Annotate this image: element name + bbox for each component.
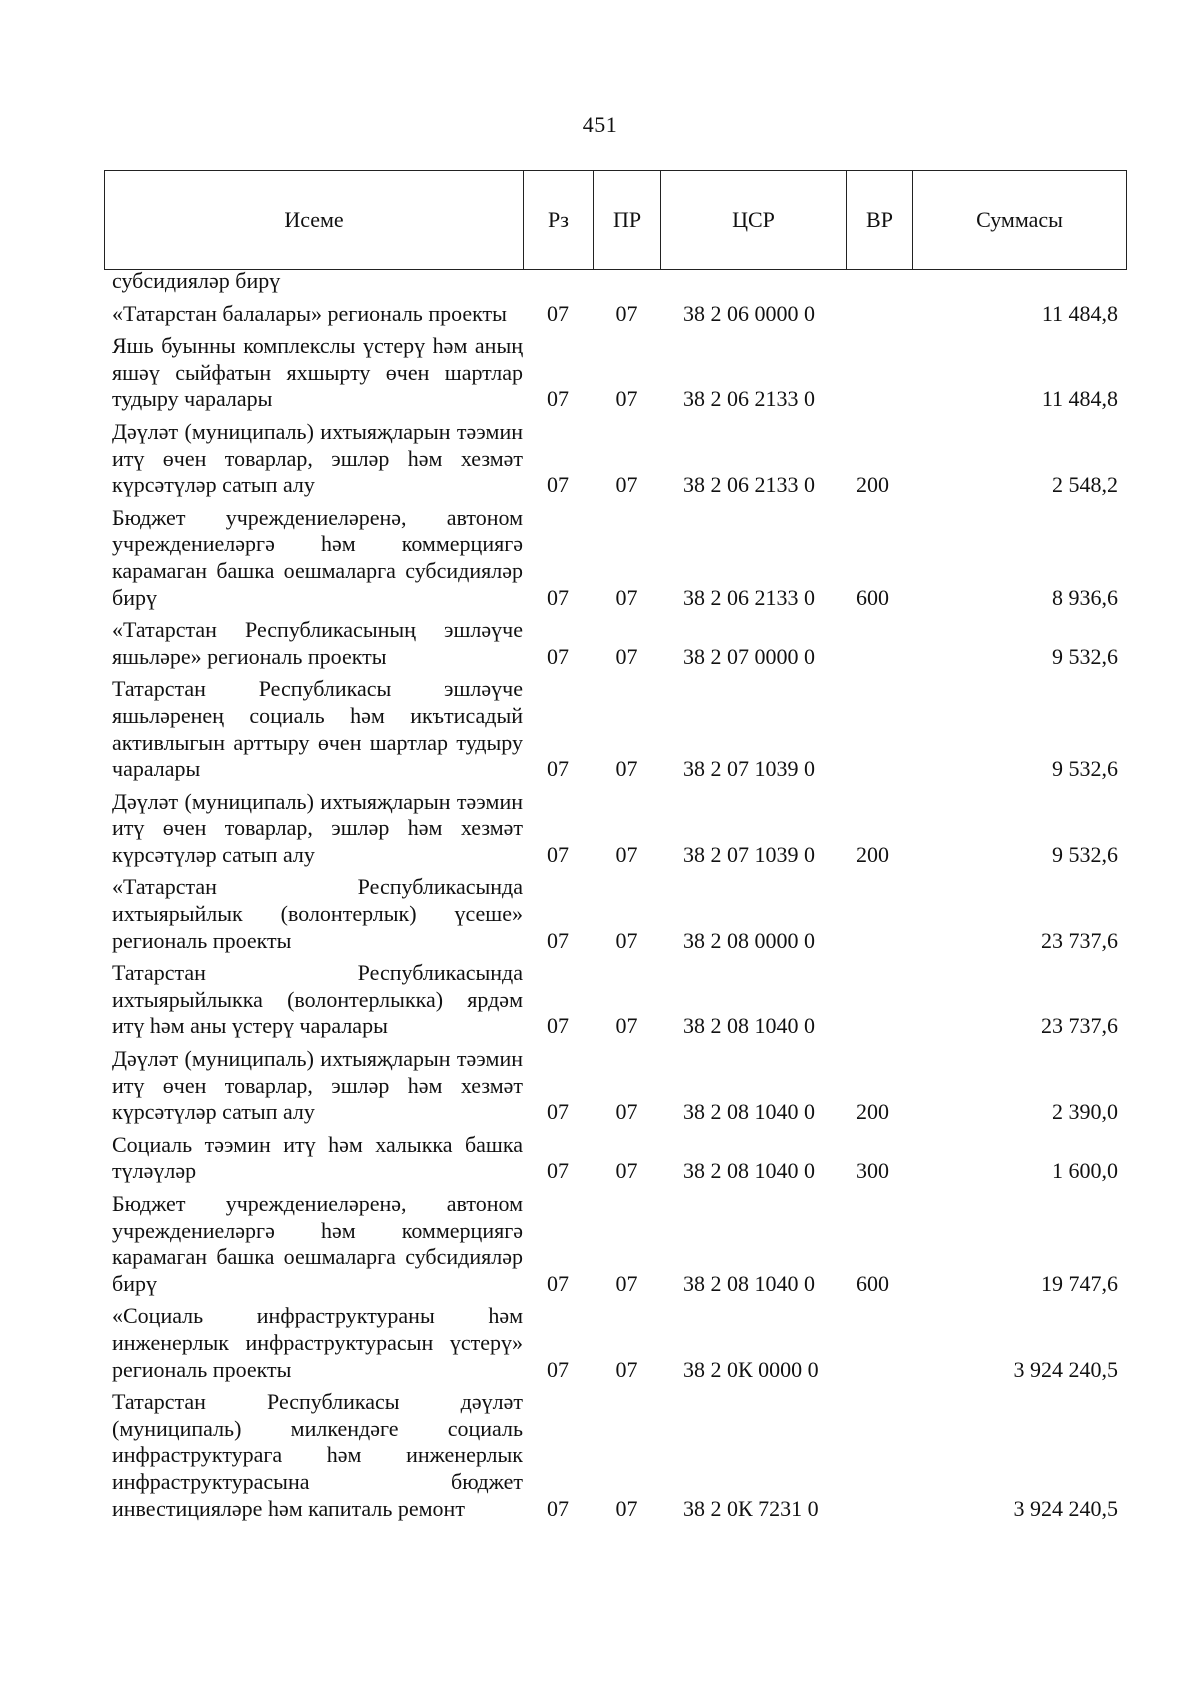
- table-row: [104, 1389, 1126, 1522]
- row-rz: 07: [547, 927, 569, 953]
- row-rz: 07: [547, 300, 569, 326]
- row-sum: 3 924 240,5: [1013, 1495, 1118, 1521]
- row-sum: 2 548,2: [1052, 472, 1118, 498]
- row-pr: 07: [615, 1495, 638, 1521]
- row-rz: 07: [547, 1270, 569, 1296]
- table-row: [104, 333, 1126, 413]
- row-rz: 07: [547, 643, 569, 669]
- row-csr: 38 2 07 0000 0: [683, 643, 815, 669]
- row-csr: 38 2 08 1040 0: [683, 1158, 815, 1184]
- row-name: Дәүләт (муниципаль) ихтыяҗларын тәэмин итү өчен товарлар, эшләр һәм хезмәт күрсәтүләр сатып алу: [112, 418, 523, 498]
- row-rz: 07: [547, 1158, 569, 1184]
- row-pr: 07: [615, 927, 638, 953]
- row-csr: 38 2 06 2133 0: [683, 584, 815, 610]
- header-sum: Суммасы: [913, 171, 1127, 270]
- table-row: [104, 1046, 1126, 1126]
- row-sum: 8 936,6: [1052, 584, 1118, 610]
- row-sum: 19 747,6: [1041, 1270, 1118, 1296]
- row-csr: 38 2 08 1040 0: [683, 1099, 815, 1125]
- row-rz: 07: [547, 386, 569, 412]
- table-row: [104, 1303, 1126, 1383]
- row-sum: 9 532,6: [1052, 841, 1118, 867]
- row-name: «Социаль инфраструктураны һәм инженерлык инфраструктурасын үстерү» региональ проекты: [112, 1303, 523, 1382]
- table-row: [104, 676, 1126, 782]
- row-csr: 38 2 0К 0000 0: [683, 1356, 819, 1382]
- row-pr: 07: [615, 841, 638, 867]
- row-name: «Татарстан Республикасының эшләүче яшьләре» региональ проекты: [112, 617, 523, 669]
- row-rz: 07: [547, 472, 569, 498]
- table-row: [104, 301, 1126, 328]
- row-pr: 07: [615, 1356, 638, 1382]
- row-rz: 07: [547, 756, 569, 782]
- row-name: субсидияләр бирү: [112, 268, 281, 293]
- header-pr: ПР: [594, 171, 661, 270]
- row-rz: 07: [547, 841, 569, 867]
- row-csr: 38 2 08 1040 0: [683, 1270, 815, 1296]
- row-pr: 07: [615, 1270, 638, 1296]
- table-row: [104, 874, 1126, 954]
- row-name: Дәүләт (муниципаль) ихтыяҗларын тәэмин итү өчен товарлар, эшләр һәм хезмәт күрсәтүләр сатып алу: [112, 1046, 523, 1125]
- row-csr: 38 2 08 0000 0: [683, 927, 815, 953]
- row-vr: 200: [856, 472, 889, 498]
- row-sum: 23 737,6: [1041, 1013, 1118, 1039]
- header-vr: ВР: [847, 171, 913, 270]
- row-name: Дәүләт (муниципаль) ихтыяҗларын тәэмин итү өчен товарлар, эшләр һәм хезмәт күрсәтүләр сатып алу: [112, 788, 523, 867]
- row-rz: 07: [547, 1356, 569, 1382]
- row-name: Социаль тәэмин итү һәм халыкка башка түләүләр: [112, 1131, 523, 1184]
- row-pr: 07: [615, 386, 638, 412]
- row-pr: 07: [615, 472, 638, 498]
- header-csr: ЦСР: [661, 171, 847, 270]
- row-csr: 38 2 08 1040 0: [683, 1013, 815, 1039]
- header-rz: Рз: [524, 171, 594, 270]
- row-rz: 07: [547, 1013, 569, 1039]
- table-row: [104, 960, 1126, 1040]
- table-row: [104, 505, 1126, 611]
- row-name: Татарстан Республикасы дәүләт (муниципаль) милкендәге социаль инфраструктурага һәм инженерлык инфраструктурасына бюджет инвестицияләре һәм капиталь ремонт: [112, 1389, 523, 1521]
- table-row: [104, 268, 1126, 295]
- row-pr: 07: [615, 300, 638, 326]
- row-csr: 38 2 06 2133 0: [683, 472, 815, 498]
- header-name: Исеме: [105, 171, 524, 270]
- row-name: «Татарстан балалары» региональ проекты: [112, 300, 507, 326]
- row-pr: 07: [615, 1099, 638, 1125]
- row-name: Бюджет учреждениеләренә, автоном учреждениеләргә һәм коммерциягә карамаган башка оешмаларга субсидияләр бирү: [112, 504, 523, 610]
- table-row: [104, 1132, 1126, 1185]
- row-csr: 38 2 06 0000 0: [683, 300, 815, 326]
- row-vr: 300: [856, 1158, 889, 1184]
- row-rz: 07: [547, 1099, 569, 1125]
- table-body: [104, 268, 1126, 1528]
- table-header: [104, 170, 1127, 270]
- row-vr: 600: [856, 1270, 889, 1296]
- row-vr: 200: [856, 1099, 889, 1125]
- row-pr: 07: [615, 584, 638, 610]
- row-pr: 07: [615, 1013, 638, 1039]
- row-csr: 38 2 0К 7231 0: [683, 1495, 819, 1521]
- row-sum: 9 532,6: [1052, 756, 1118, 782]
- row-vr: 600: [856, 584, 889, 610]
- row-sum: 23 737,6: [1041, 927, 1118, 953]
- row-name: Татарстан Республикасы эшләүче яшьләренең социаль һәм икътисадый активлыгын арттыру өчен шартлар тудыру чаралары: [112, 676, 523, 782]
- row-name: Бюджет учреждениеләренә, автоном учреждениеләргә һәм коммерциягә карамаган башка оешмаларга субсидияләр бирү: [112, 1191, 523, 1296]
- table-row: [104, 1191, 1126, 1297]
- row-name: «Татарстан Республикасында ихтыярыйлык (волонтерлык) үсеше» региональ проекты: [112, 874, 523, 953]
- row-sum: 1 600,0: [1052, 1158, 1118, 1184]
- row-pr: 07: [615, 1158, 638, 1184]
- row-rz: 07: [547, 584, 569, 610]
- row-csr: 38 2 07 1039 0: [683, 756, 815, 782]
- page-number: 451: [582, 112, 618, 137]
- row-sum: 2 390,0: [1052, 1099, 1118, 1125]
- row-name: Татарстан Республикасында ихтыярыйлыкка (волонтерлыкка) ярдәм итү һәм аны үстерү чаралары: [112, 960, 523, 1039]
- table-row: [104, 789, 1126, 869]
- row-rz: 07: [547, 1495, 569, 1521]
- row-sum: 3 924 240,5: [1013, 1356, 1118, 1382]
- table-row: [104, 617, 1126, 670]
- row-vr: 200: [856, 841, 889, 867]
- row-pr: 07: [615, 643, 638, 669]
- row-sum: 11 484,8: [1041, 300, 1118, 326]
- row-sum: 11 484,8: [1041, 386, 1118, 412]
- row-csr: 38 2 06 2133 0: [683, 386, 815, 412]
- row-name: Яшь буынны комплекслы үстерү һәм аның яшәү сыйфатын яхшырту өчен шартлар тудыру чаралары: [112, 333, 523, 412]
- table-row: [104, 419, 1126, 499]
- row-csr: 38 2 07 1039 0: [683, 841, 815, 867]
- row-pr: 07: [615, 756, 638, 782]
- row-sum: 9 532,6: [1052, 643, 1118, 669]
